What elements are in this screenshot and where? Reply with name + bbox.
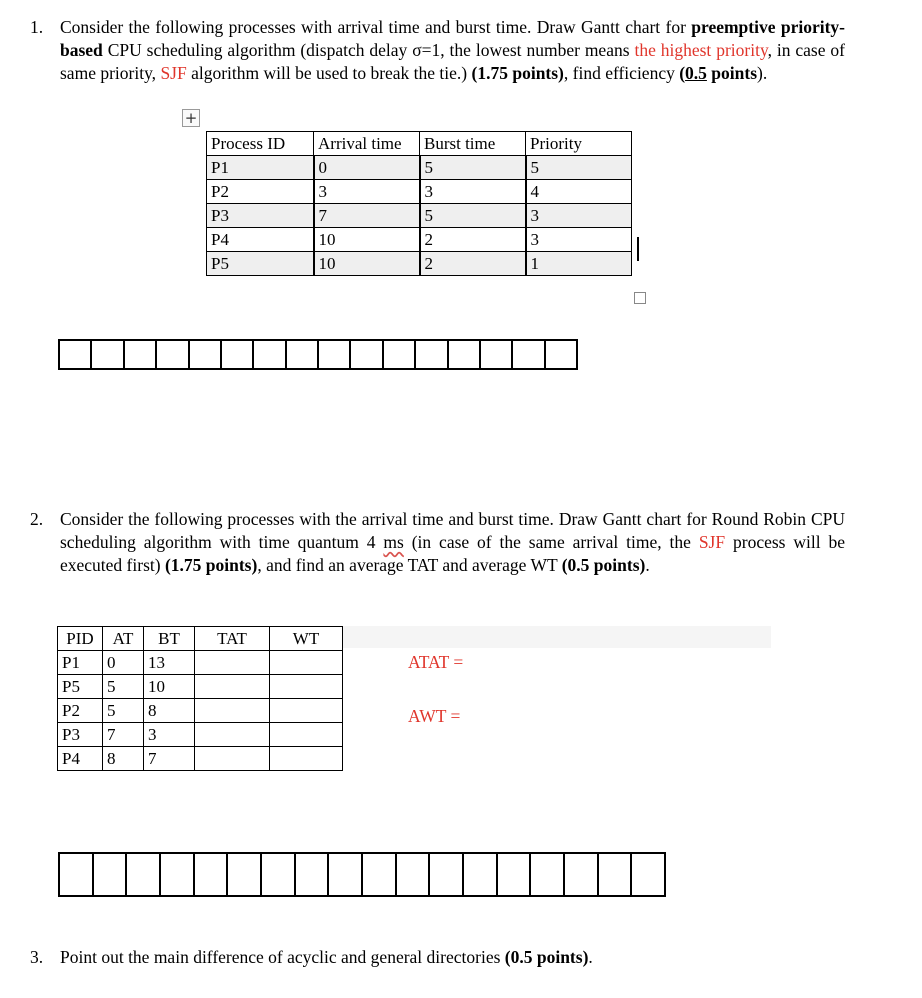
cell-at: 0: [103, 651, 144, 675]
gantt-cell[interactable]: [296, 854, 330, 895]
gantt-cell[interactable]: [384, 341, 416, 368]
cell-pid: P2: [207, 180, 314, 204]
question-number: 2.: [30, 509, 44, 529]
cell-pid: P1: [207, 156, 314, 180]
header-burst-time: Burst time: [420, 132, 526, 156]
gantt-cell[interactable]: [351, 341, 383, 368]
cell-wt[interactable]: [270, 747, 343, 771]
header-priority: Priority: [526, 132, 632, 156]
gantt-cell[interactable]: [60, 854, 94, 895]
table-row: [58, 699, 343, 723]
cell-bt: 3: [144, 723, 195, 747]
gantt-cell[interactable]: [127, 854, 161, 895]
gantt-cell[interactable]: [195, 854, 229, 895]
cell-burst: 5: [420, 204, 526, 228]
gantt-cell[interactable]: [190, 341, 222, 368]
gantt-cell[interactable]: [287, 341, 319, 368]
question-3: [30, 946, 845, 969]
cell-priority: 3: [526, 204, 632, 228]
gantt-chart-q2: [58, 852, 666, 897]
question-text: Consider the following processes with the arrival time and burst time. Draw Gantt chart for Round Robin CPU scheduling algorithm with time quantum 4 ms (in case of the same arrival time, the SJF process will be executed first) (1.75 points), and find an average TAT and average WT (0.5 points).: [60, 509, 845, 575]
table-row: [58, 675, 343, 699]
cell-priority: 5: [526, 156, 632, 180]
gantt-cell[interactable]: [363, 854, 397, 895]
shaded-region: [343, 626, 771, 648]
cell-priority: 4: [526, 180, 632, 204]
gantt-cell[interactable]: [228, 854, 262, 895]
cell-bt: 10: [144, 675, 195, 699]
cell-arrival: 3: [314, 180, 420, 204]
cell-tat[interactable]: [195, 699, 270, 723]
question-text: Consider the following processes with arrival time and burst time. Draw Gantt chart for preemptive priority-based CPU scheduling algorithm (dispatch delay σ=1, the lowest number means the highest priority, in case of same priority, SJF algorithm will be used to break the tie.) (1.75 points), find efficiency (0.5 points).: [60, 17, 845, 83]
process-table-q1: [206, 131, 632, 276]
gantt-cell[interactable]: [222, 341, 254, 368]
header-wt: WT: [270, 627, 343, 651]
table-row: [207, 156, 632, 180]
cell-arrival: 10: [314, 252, 420, 276]
gantt-cell[interactable]: [498, 854, 532, 895]
cell-pid: P3: [207, 204, 314, 228]
table-row: [58, 723, 343, 747]
gantt-cell[interactable]: [254, 341, 286, 368]
cell-tat[interactable]: [195, 747, 270, 771]
table-move-handle-icon[interactable]: +: [182, 109, 200, 127]
cell-burst: 2: [420, 252, 526, 276]
cell-wt[interactable]: [270, 651, 343, 675]
table-header-row: [58, 627, 343, 651]
gantt-cell[interactable]: [449, 341, 481, 368]
table-row: [58, 747, 343, 771]
table-row: [207, 204, 632, 228]
question-2: [30, 508, 845, 577]
cell-bt: 8: [144, 699, 195, 723]
gantt-cell[interactable]: [416, 341, 448, 368]
gantt-cell[interactable]: [632, 854, 664, 895]
gantt-cell[interactable]: [125, 341, 157, 368]
atat-label: ATAT =: [408, 652, 464, 672]
text-cursor: [637, 237, 639, 261]
cell-tat[interactable]: [195, 651, 270, 675]
table-resize-handle[interactable]: [634, 292, 646, 304]
cell-arrival: 7: [314, 204, 420, 228]
gantt-cell[interactable]: [319, 341, 351, 368]
gantt-cell[interactable]: [565, 854, 599, 895]
gantt-cell[interactable]: [464, 854, 498, 895]
table-row: [58, 651, 343, 675]
cell-at: 5: [103, 699, 144, 723]
cell-pid: P3: [58, 723, 103, 747]
gantt-cell[interactable]: [60, 341, 92, 368]
cell-at: 7: [103, 723, 144, 747]
cell-burst: 3: [420, 180, 526, 204]
gantt-cell[interactable]: [157, 341, 189, 368]
header-process-id: Process ID: [207, 132, 314, 156]
cell-pid: P2: [58, 699, 103, 723]
cell-pid: P5: [58, 675, 103, 699]
cell-bt: 7: [144, 747, 195, 771]
process-table-q2: [57, 626, 343, 771]
gantt-cell[interactable]: [329, 854, 363, 895]
gantt-cell[interactable]: [92, 341, 124, 368]
cell-pid: P4: [207, 228, 314, 252]
cell-at: 8: [103, 747, 144, 771]
cell-wt[interactable]: [270, 699, 343, 723]
question-number: 1.: [30, 17, 44, 37]
cell-pid: P4: [58, 747, 103, 771]
table-row: [207, 252, 632, 276]
gantt-cell[interactable]: [397, 854, 431, 895]
cell-bt: 13: [144, 651, 195, 675]
cell-tat[interactable]: [195, 723, 270, 747]
gantt-cell[interactable]: [430, 854, 464, 895]
header-at: AT: [103, 627, 144, 651]
header-bt: BT: [144, 627, 195, 651]
gantt-cell[interactable]: [531, 854, 565, 895]
awt-label: AWT =: [408, 706, 461, 726]
cell-pid: P1: [58, 651, 103, 675]
cell-arrival: 0: [314, 156, 420, 180]
cell-wt[interactable]: [270, 723, 343, 747]
gantt-cell[interactable]: [513, 341, 545, 368]
question-1: [30, 16, 845, 85]
header-arrival-time: Arrival time: [314, 132, 420, 156]
cell-pid: P5: [207, 252, 314, 276]
question-number: 3.: [30, 947, 44, 967]
question-text: Point out the main difference of acyclic and general directories (0.5 points).: [60, 947, 593, 967]
table-header-row: [207, 132, 632, 156]
cell-burst: 2: [420, 228, 526, 252]
cell-burst: 5: [420, 156, 526, 180]
cell-wt[interactable]: [270, 675, 343, 699]
gantt-cell[interactable]: [262, 854, 296, 895]
gantt-cell[interactable]: [161, 854, 195, 895]
gantt-cell[interactable]: [599, 854, 633, 895]
header-pid: PID: [58, 627, 103, 651]
cell-priority: 3: [526, 228, 632, 252]
header-tat: TAT: [195, 627, 270, 651]
table-row: [207, 180, 632, 204]
gantt-cell[interactable]: [481, 341, 513, 368]
cell-tat[interactable]: [195, 675, 270, 699]
cell-at: 5: [103, 675, 144, 699]
cell-priority: 1: [526, 252, 632, 276]
gantt-chart-q1: [58, 339, 578, 370]
cell-arrival: 10: [314, 228, 420, 252]
gantt-cell[interactable]: [94, 854, 128, 895]
table-row: [207, 228, 632, 252]
gantt-cell[interactable]: [546, 341, 576, 368]
